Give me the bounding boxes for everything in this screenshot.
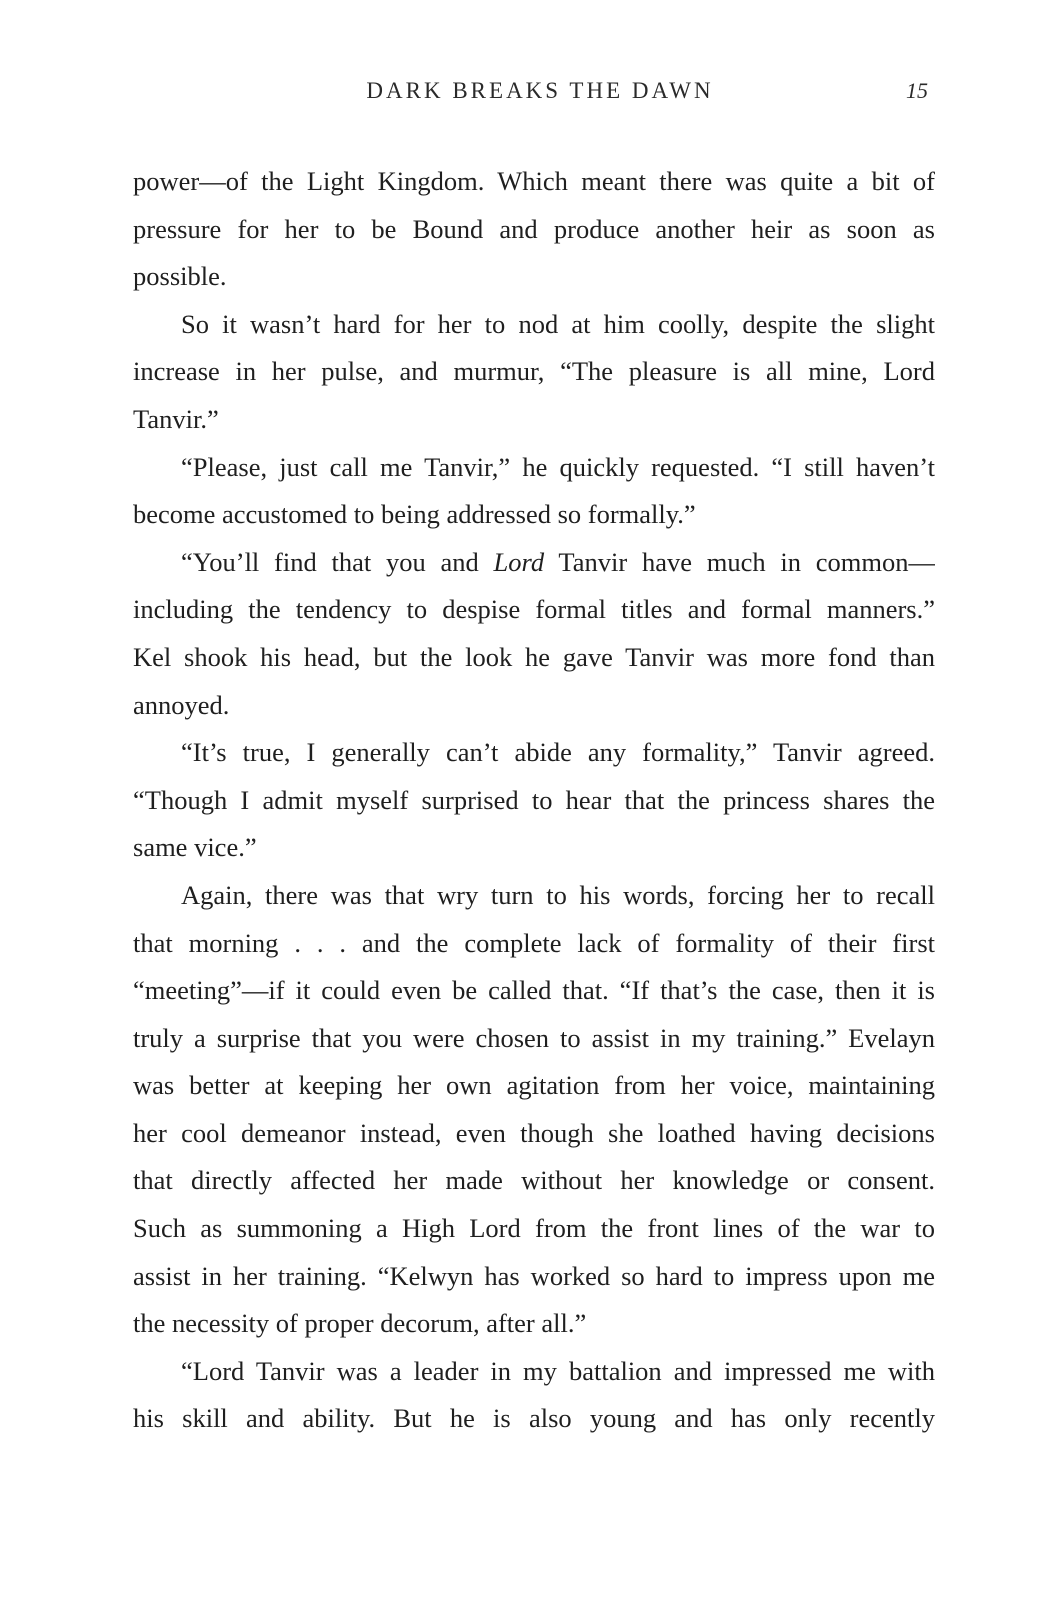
text-line: possible. xyxy=(133,261,227,292)
text-line: his skill and ability. But he is also young and has only recently xyxy=(133,1403,935,1434)
italic-text: Lord xyxy=(493,546,545,577)
text-run: “You’ll find that you and xyxy=(181,546,494,577)
text-line: Tanvir.” xyxy=(133,403,219,434)
text-line: “Please, just call me Tanvir,” he quickly requested. “I still haven’t xyxy=(181,451,935,482)
text-line: pressure for her to be Bound and produce another heir as soon as xyxy=(133,213,935,244)
text-line: that directly affected her made without her knowledge or consent. xyxy=(133,1165,935,1196)
text-line: Such as summoning a High Lord from the front lines of the war to xyxy=(133,1213,935,1244)
text-line: Again, there was that wry turn to his words, forcing her to recall xyxy=(181,879,935,910)
running-header xyxy=(0,78,1050,108)
running-title: DARK BREAKS THE DAWN xyxy=(366,78,714,103)
text-line: same vice.” xyxy=(133,832,257,863)
text-run: Tanvir have much in common— xyxy=(544,546,935,577)
text-line: her cool demeanor instead, even though she loathed having decisions xyxy=(133,1117,935,1148)
text-line: assist in her training. “Kelwyn has worked so hard to impress upon me xyxy=(133,1260,935,1291)
text-line: that morning . . . and the complete lack of formality of their first xyxy=(133,927,935,958)
text-line: the necessity of proper decorum, after all.” xyxy=(133,1308,587,1339)
text-line: become accustomed to being addressed so formally.” xyxy=(133,499,696,530)
text-line: truly a surprise that you were chosen to assist in my training.” Evelayn xyxy=(133,1022,935,1053)
text-line: was better at keeping her own agitation from her voice, maintaining xyxy=(133,1070,935,1101)
text-line xyxy=(133,539,935,587)
text-line: increase in her pulse, and murmur, “The pleasure is all mine, Lord xyxy=(133,356,935,387)
text-line: “Though I admit myself surprised to hear that the princess shares the xyxy=(133,784,935,815)
text-line: including the tendency to despise formal titles and formal manners.” xyxy=(133,594,935,625)
body-text xyxy=(133,158,935,1443)
text-line: annoyed. xyxy=(133,689,230,720)
text-line: So it wasn’t hard for her to nod at him coolly, despite the slight xyxy=(181,308,935,339)
page-number: 15 xyxy=(906,78,928,103)
text-line: “It’s true, I generally can’t abide any formality,” Tanvir agreed. xyxy=(181,737,935,768)
text-line: Kel shook his head, but the look he gave Tanvir was more fond than xyxy=(133,641,935,672)
text-line: power—of the Light Kingdom. Which meant there was quite a bit of xyxy=(133,166,935,196)
text-line: “meeting”—if it could even be called that. “If that’s the case, then it is xyxy=(133,975,935,1006)
text-line: “Lord Tanvir was a leader in my battalion and impressed me with xyxy=(181,1355,935,1386)
